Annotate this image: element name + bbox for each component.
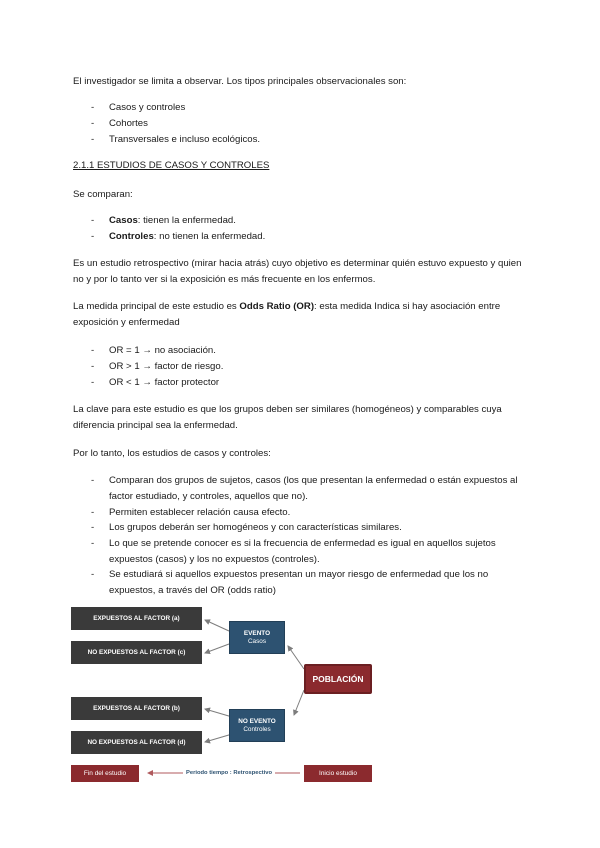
list-item-type: Casos y controles	[109, 102, 186, 113]
evento-sub: Casos	[247, 637, 267, 645]
no-evento-sub: Controles	[243, 725, 271, 733]
box-expuestos-a: EXPUESTOS AL FACTOR (a)	[71, 607, 202, 630]
measure-term: Odds Ratio (OR)	[239, 301, 315, 312]
group-desc: : tienen la enfermedad.	[137, 215, 236, 226]
evento-title: EVENTO	[243, 629, 271, 637]
retro-paragraph: Es un estudio retrospectivo (mirar hacia atrás) cuyo objetivo es determinar quién estuvo expuesto y quien no y por lo tanto ver si la exposición es más frecuente en los enfermos.	[73, 258, 522, 285]
bullet-dash: -	[91, 377, 95, 388]
arrow-evento-to-noexp-c	[205, 644, 229, 653]
bullet-dash: -	[91, 102, 95, 113]
group-desc: : no tienen la enfermedad.	[153, 231, 266, 242]
box-inicio-estudio: Inicio estudio	[304, 765, 372, 782]
timeline-label: Periodo tiempo : Retrospectivo	[183, 768, 275, 778]
box-fin-estudio: Fin del estudio	[71, 765, 139, 782]
box-no-expuestos-d: NO EXPUESTOS AL FACTOR (d)	[71, 731, 202, 754]
list-item-feature: Permiten establecer relación causa efecto.	[109, 507, 291, 518]
box-evento	[229, 621, 285, 654]
arrow-evento-to-exp-a	[205, 620, 229, 631]
no-evento-title: NO EVENTO	[238, 717, 276, 725]
bullet-dash: -	[91, 475, 95, 486]
measure-after: : esta medida Indica si hay asociación entre exposición y enfermedad	[73, 301, 501, 328]
measure-before: La medida principal de este estudio es	[73, 301, 240, 312]
bullet-dash: -	[91, 361, 95, 372]
bullet-dash: -	[91, 231, 95, 242]
bullet-dash: -	[91, 118, 95, 129]
arrow-poblacion-to-noevento	[294, 690, 304, 715]
bullet-dash: -	[91, 345, 95, 356]
group-term: Casos	[109, 215, 138, 226]
group-term: Controles	[109, 231, 154, 242]
box-expuestos-b: EXPUESTOS AL FACTOR (b)	[71, 697, 202, 720]
arrow-poblacion-to-evento	[288, 646, 304, 669]
list-item-feature: Lo que se pretende conocer es si la frecuencia de enfermedad es igual en aquellos sujetos expuestos (casos) y los no expuestos (controles).	[109, 538, 496, 565]
bullet-dash: -	[91, 538, 95, 549]
key-paragraph: La clave para este estudio es que los grupos deben ser similares (homogéneos) y comparables cuya diferencia principal sea la enfermedad.	[73, 404, 502, 431]
list-item-or: OR = 1 → no asociación.	[109, 345, 216, 356]
bullet-dash: -	[91, 134, 95, 145]
list-item-or: OR > 1 → factor de riesgo.	[109, 361, 224, 372]
box-no-evento	[229, 709, 285, 742]
therefore-text: Por lo tanto, los estudios de casos y controles:	[73, 448, 271, 459]
compare-intro: Se comparan:	[73, 189, 133, 200]
bullet-dash: -	[91, 507, 95, 518]
list-item-feature: Los grupos deberán ser homogéneos y con características similares.	[109, 522, 402, 533]
section-heading: 2.1.1 ESTUDIOS DE CASOS Y CONTROLES	[73, 160, 270, 171]
list-item-type: Cohortes	[109, 118, 148, 129]
list-item-type: Transversales e incluso ecológicos.	[109, 134, 261, 145]
bullet-dash: -	[91, 522, 95, 533]
bullet-dash: -	[91, 215, 95, 226]
box-no-expuestos-c: NO EXPUESTOS AL FACTOR (c)	[71, 641, 202, 664]
intro-text: El investigador se limita a observar. Los tipos principales observacionales son:	[73, 76, 407, 87]
list-item-feature: Comparan dos grupos de sujetos, casos (los que presentan la enfermedad o están expuestos al factor estudiado, y controles, aquellos que no).	[109, 475, 518, 502]
list-item-or: OR < 1 → factor protector	[109, 377, 220, 388]
box-poblacion: POBLACIÓN	[304, 664, 372, 694]
bullet-dash: -	[91, 569, 95, 580]
list-item-feature: Se estudiará si aquellos expuestos presentan un mayor riesgo de enfermedad que los no expuestos, a través del OR (odds ratio)	[109, 569, 489, 596]
